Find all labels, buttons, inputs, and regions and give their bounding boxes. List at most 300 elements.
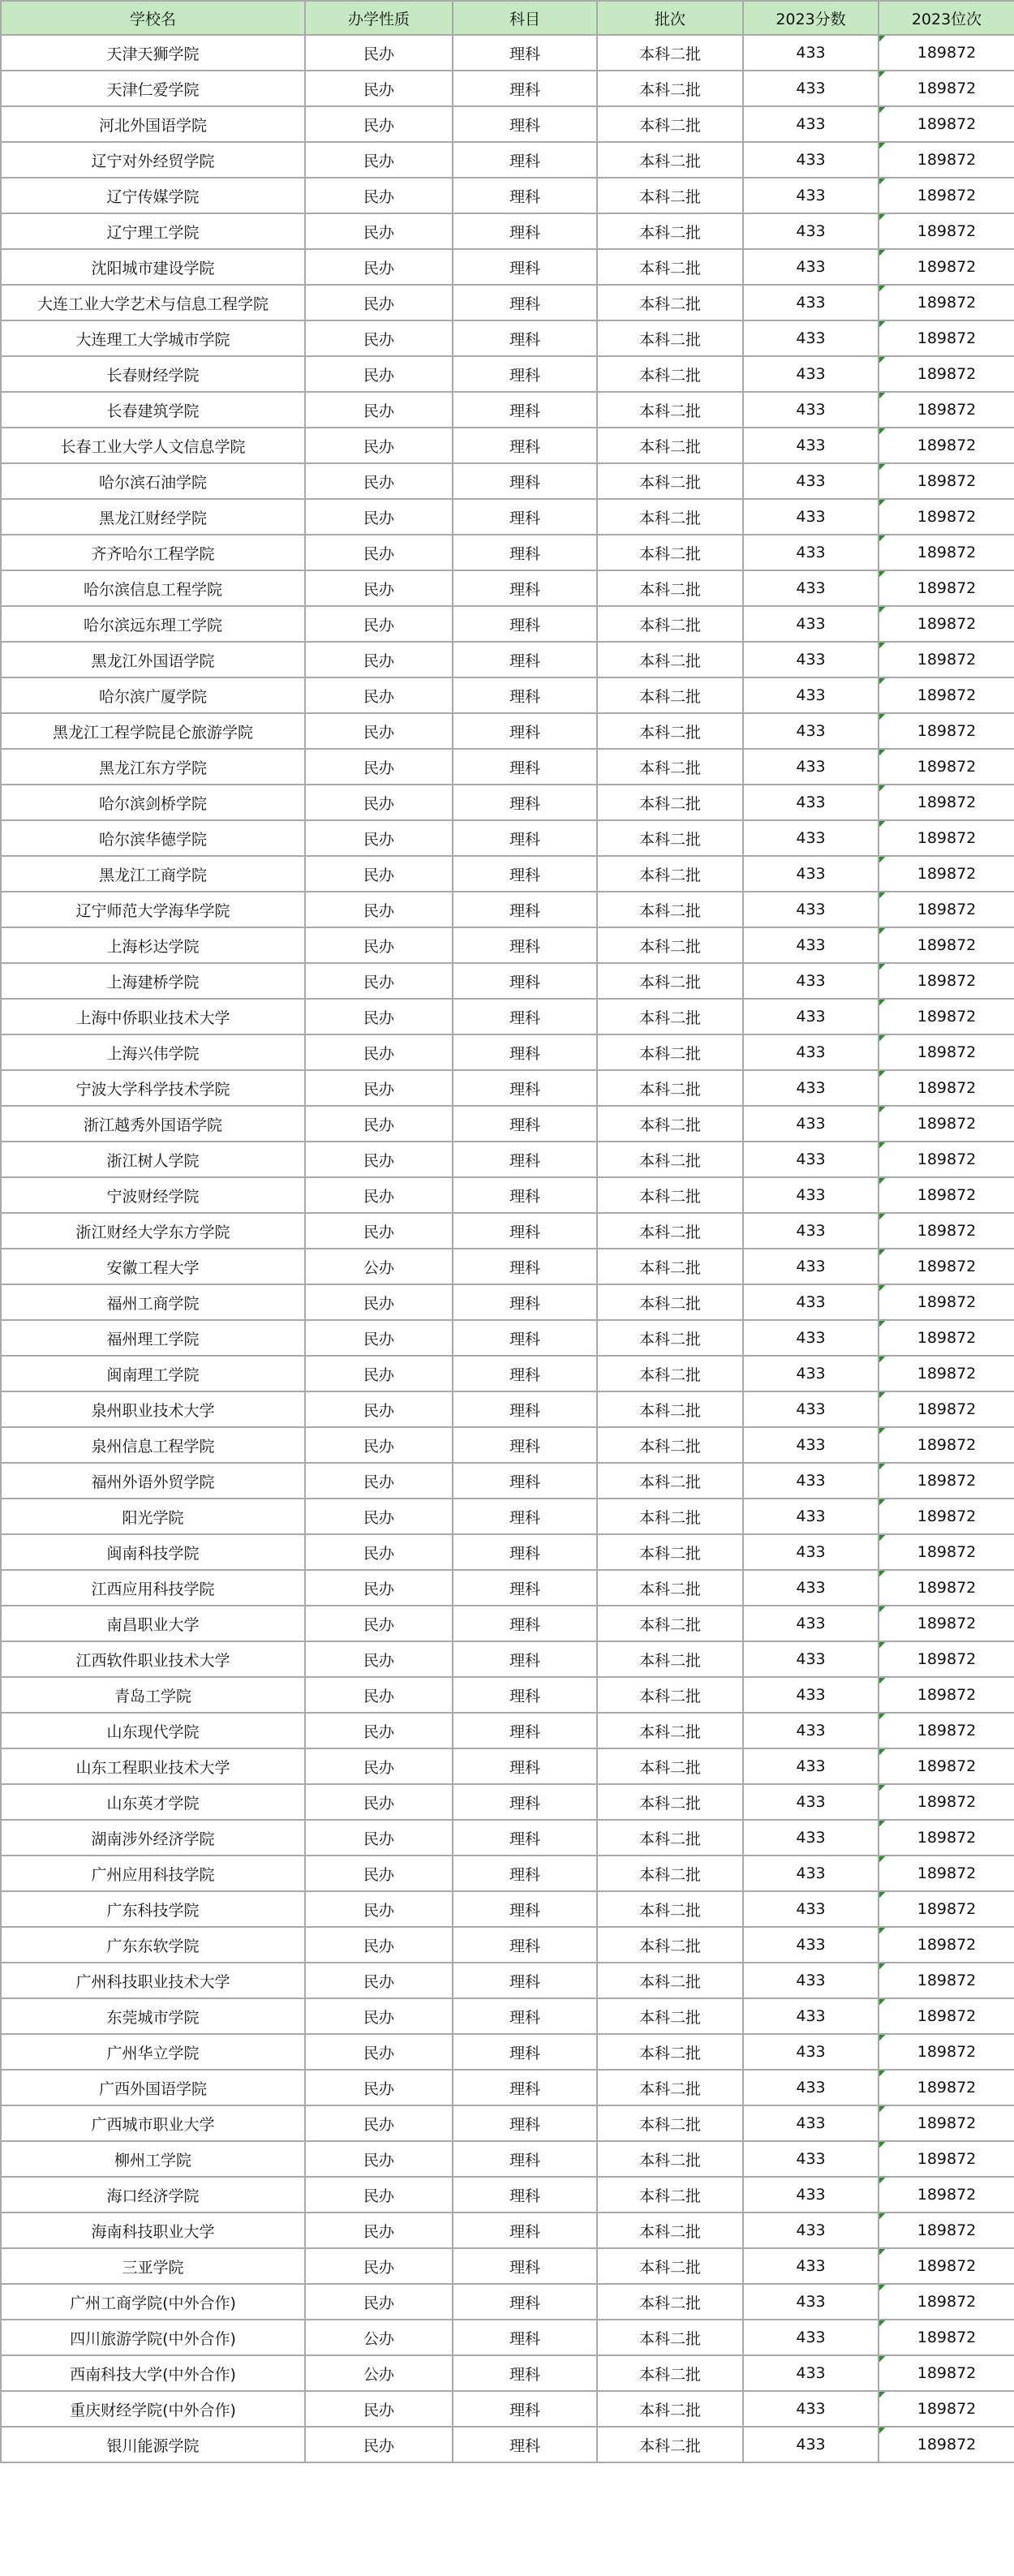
batch-cell: 本科二批 — [597, 1820, 743, 1856]
school-name-cell: 柳州工学院 — [1, 2141, 305, 2177]
score-cell: 433 — [743, 1963, 879, 1998]
school-type-cell: 民办 — [305, 249, 453, 285]
subject-cell: 理科 — [453, 642, 597, 677]
rank-cell: 189872 — [879, 463, 1014, 499]
subject-cell: 理科 — [453, 106, 597, 142]
table-row — [1, 213, 1014, 249]
table-row — [1, 1748, 1014, 1784]
header-row — [1, 1, 1014, 35]
rank-cell: 189872 — [879, 856, 1014, 892]
table-body — [1, 35, 1014, 2462]
score-cell: 433 — [743, 749, 879, 785]
school-type-cell: 民办 — [305, 1499, 453, 1534]
school-type-cell: 民办 — [305, 1820, 453, 1856]
school-type-cell: 民办 — [305, 285, 453, 320]
school-name-cell: 黑龙江财经学院 — [1, 499, 305, 535]
school-name-cell: 黑龙江外国语学院 — [1, 642, 305, 677]
batch-cell: 本科二批 — [597, 106, 743, 142]
subject-cell: 理科 — [453, 213, 597, 249]
school-type-cell: 民办 — [305, 320, 453, 356]
subject-cell: 理科 — [453, 1320, 597, 1356]
subject-cell: 理科 — [453, 892, 597, 927]
batch-cell: 本科二批 — [597, 820, 743, 856]
subject-cell: 理科 — [453, 570, 597, 606]
rank-cell: 189872 — [879, 1963, 1014, 1998]
table-row — [1, 2070, 1014, 2105]
school-name-cell: 福州工商学院 — [1, 1284, 305, 1320]
table-row — [1, 1213, 1014, 1249]
table-row — [1, 2141, 1014, 2177]
score-cell: 433 — [743, 2320, 879, 2355]
subject-cell: 理科 — [453, 1499, 597, 1534]
school-type-cell: 民办 — [305, 2248, 453, 2284]
batch-cell: 本科二批 — [597, 35, 743, 71]
school-name-cell: 长春建筑学院 — [1, 392, 305, 428]
subject-cell: 理科 — [453, 2034, 597, 2070]
batch-cell: 本科二批 — [597, 606, 743, 642]
school-name-cell: 闽南理工学院 — [1, 1356, 305, 1391]
score-cell: 433 — [743, 2141, 879, 2177]
table-row — [1, 1856, 1014, 1891]
rank-cell: 189872 — [879, 1284, 1014, 1320]
school-type-cell: 民办 — [305, 749, 453, 785]
score-cell: 433 — [743, 1856, 879, 1891]
batch-cell: 本科二批 — [597, 1748, 743, 1784]
rank-cell: 189872 — [879, 535, 1014, 570]
school-name-cell: 重庆财经学院(中外合作) — [1, 2391, 305, 2427]
rank-cell: 189872 — [879, 1213, 1014, 1249]
subject-cell: 理科 — [453, 606, 597, 642]
batch-cell: 本科二批 — [597, 1034, 743, 1070]
score-cell: 433 — [743, 856, 879, 892]
rank-cell: 189872 — [879, 1249, 1014, 1284]
school-type-cell: 民办 — [305, 499, 453, 535]
table-row — [1, 2355, 1014, 2391]
batch-cell: 本科二批 — [597, 1177, 743, 1213]
batch-cell: 本科二批 — [597, 642, 743, 677]
rank-cell: 189872 — [879, 1034, 1014, 1070]
subject-cell: 理科 — [453, 178, 597, 213]
batch-cell: 本科二批 — [597, 2141, 743, 2177]
table-row — [1, 570, 1014, 606]
school-type-cell: 民办 — [305, 1463, 453, 1499]
batch-cell: 本科二批 — [597, 1998, 743, 2034]
subject-cell: 理科 — [453, 1820, 597, 1856]
score-cell: 433 — [743, 285, 879, 320]
school-name-cell: 辽宁对外经贸学院 — [1, 142, 305, 178]
subject-cell: 理科 — [453, 1677, 597, 1713]
school-name-cell: 上海兴伟学院 — [1, 1034, 305, 1070]
table-row — [1, 463, 1014, 499]
school-name-cell: 浙江树人学院 — [1, 1142, 305, 1177]
batch-cell: 本科二批 — [597, 2034, 743, 2070]
table-row — [1, 285, 1014, 320]
school-type-cell: 民办 — [305, 1748, 453, 1784]
school-name-cell: 辽宁传媒学院 — [1, 178, 305, 213]
rank-cell: 189872 — [879, 1499, 1014, 1534]
school-type-cell: 民办 — [305, 1927, 453, 1963]
table-row — [1, 1142, 1014, 1177]
header-subject: 科目 — [453, 1, 597, 35]
score-cell: 433 — [743, 1320, 879, 1356]
school-name-cell: 广州工商学院(中外合作) — [1, 2284, 305, 2320]
table-row — [1, 749, 1014, 785]
school-type-cell: 民办 — [305, 570, 453, 606]
school-type-cell: 民办 — [305, 2141, 453, 2177]
table-row — [1, 642, 1014, 677]
school-name-cell: 辽宁师范大学海华学院 — [1, 892, 305, 927]
batch-cell: 本科二批 — [597, 927, 743, 963]
rank-cell: 189872 — [879, 1070, 1014, 1106]
table-row — [1, 1177, 1014, 1213]
subject-cell: 理科 — [453, 2141, 597, 2177]
school-type-cell: 民办 — [305, 1320, 453, 1356]
batch-cell: 本科二批 — [597, 677, 743, 713]
batch-cell: 本科二批 — [597, 1784, 743, 1820]
school-name-cell: 辽宁理工学院 — [1, 213, 305, 249]
rank-cell: 189872 — [879, 570, 1014, 606]
subject-cell: 理科 — [453, 713, 597, 749]
rank-cell: 189872 — [879, 2427, 1014, 2462]
batch-cell: 本科二批 — [597, 1499, 743, 1534]
subject-cell: 理科 — [453, 677, 597, 713]
school-type-cell: 民办 — [305, 1534, 453, 1570]
score-cell: 433 — [743, 2284, 879, 2320]
table-row — [1, 2320, 1014, 2355]
rank-cell: 189872 — [879, 713, 1014, 749]
table-row — [1, 1713, 1014, 1748]
table-row — [1, 1998, 1014, 2034]
score-cell: 433 — [743, 2105, 879, 2141]
school-name-cell: 长春工业大学人文信息学院 — [1, 428, 305, 463]
rank-cell: 189872 — [879, 1891, 1014, 1927]
school-type-cell: 民办 — [305, 1570, 453, 1606]
subject-cell: 理科 — [453, 1142, 597, 1177]
score-cell: 433 — [743, 1820, 879, 1856]
score-cell: 433 — [743, 71, 879, 106]
rank-cell: 189872 — [879, 1463, 1014, 1499]
table-row — [1, 1820, 1014, 1856]
school-name-cell: 哈尔滨远东理工学院 — [1, 606, 305, 642]
batch-cell: 本科二批 — [597, 1213, 743, 1249]
subject-cell: 理科 — [453, 1641, 597, 1677]
rank-cell: 189872 — [879, 606, 1014, 642]
batch-cell: 本科二批 — [597, 2248, 743, 2284]
score-cell: 433 — [743, 1891, 879, 1927]
table-row — [1, 1391, 1014, 1427]
school-name-cell: 四川旅游学院(中外合作) — [1, 2320, 305, 2355]
rank-cell: 189872 — [879, 963, 1014, 999]
school-name-cell: 泉州职业技术大学 — [1, 1391, 305, 1427]
score-cell: 433 — [743, 2034, 879, 2070]
batch-cell: 本科二批 — [597, 963, 743, 999]
score-cell: 433 — [743, 35, 879, 71]
school-type-cell: 民办 — [305, 428, 453, 463]
subject-cell: 理科 — [453, 749, 597, 785]
rank-cell: 189872 — [879, 2034, 1014, 2070]
school-name-cell: 西南科技大学(中外合作) — [1, 2355, 305, 2391]
score-cell: 433 — [743, 570, 879, 606]
batch-cell: 本科二批 — [597, 535, 743, 570]
school-name-cell: 山东现代学院 — [1, 1713, 305, 1748]
batch-cell: 本科二批 — [597, 1320, 743, 1356]
score-cell: 433 — [743, 249, 879, 285]
score-cell: 433 — [743, 142, 879, 178]
rank-cell: 189872 — [879, 1784, 1014, 1820]
score-cell: 433 — [743, 1070, 879, 1106]
subject-cell: 理科 — [453, 2070, 597, 2105]
score-cell: 433 — [743, 927, 879, 963]
score-cell: 433 — [743, 1391, 879, 1427]
school-name-cell: 广东科技学院 — [1, 1891, 305, 1927]
rank-cell: 189872 — [879, 1391, 1014, 1427]
subject-cell: 理科 — [453, 999, 597, 1034]
score-cell: 433 — [743, 1284, 879, 1320]
batch-cell: 本科二批 — [597, 356, 743, 392]
rank-cell: 189872 — [879, 820, 1014, 856]
batch-cell: 本科二批 — [597, 1249, 743, 1284]
school-name-cell: 广州应用科技学院 — [1, 1856, 305, 1891]
subject-cell: 理科 — [453, 142, 597, 178]
subject-cell: 理科 — [453, 285, 597, 320]
rank-cell: 189872 — [879, 428, 1014, 463]
school-type-cell: 民办 — [305, 856, 453, 892]
table-row — [1, 892, 1014, 927]
school-name-cell: 广州科技职业技术大学 — [1, 1963, 305, 1998]
score-cell: 433 — [743, 2177, 879, 2213]
subject-cell: 理科 — [453, 927, 597, 963]
rank-cell: 189872 — [879, 35, 1014, 71]
batch-cell: 本科二批 — [597, 71, 743, 106]
table-row — [1, 677, 1014, 713]
school-type-cell: 民办 — [305, 1284, 453, 1320]
school-name-cell: 阳光学院 — [1, 1499, 305, 1534]
table-row — [1, 2034, 1014, 2070]
school-name-cell: 南昌职业大学 — [1, 1606, 305, 1641]
batch-cell: 本科二批 — [597, 713, 743, 749]
school-name-cell: 江西软件职业技术大学 — [1, 1641, 305, 1677]
subject-cell: 理科 — [453, 1963, 597, 1998]
school-type-cell: 民办 — [305, 1427, 453, 1463]
batch-cell: 本科二批 — [597, 1463, 743, 1499]
score-cell: 433 — [743, 820, 879, 856]
school-type-cell: 民办 — [305, 2177, 453, 2213]
school-type-cell: 公办 — [305, 2320, 453, 2355]
batch-cell: 本科二批 — [597, 1570, 743, 1606]
score-cell: 433 — [743, 1570, 879, 1606]
table-row — [1, 2177, 1014, 2213]
school-type-cell: 民办 — [305, 1391, 453, 1427]
score-cell: 433 — [743, 1748, 879, 1784]
batch-cell: 本科二批 — [597, 856, 743, 892]
rank-cell: 189872 — [879, 677, 1014, 713]
school-name-cell: 湖南涉外经济学院 — [1, 1820, 305, 1856]
subject-cell: 理科 — [453, 320, 597, 356]
table-row — [1, 535, 1014, 570]
table-row — [1, 2105, 1014, 2141]
table-row — [1, 2427, 1014, 2462]
school-type-cell: 民办 — [305, 1142, 453, 1177]
table-row — [1, 356, 1014, 392]
school-name-cell: 浙江越秀外国语学院 — [1, 1106, 305, 1142]
table-row — [1, 1927, 1014, 1963]
table-row — [1, 1891, 1014, 1927]
school-type-cell: 民办 — [305, 535, 453, 570]
batch-cell: 本科二批 — [597, 1427, 743, 1463]
table-row — [1, 249, 1014, 285]
school-name-cell: 广西城市职业大学 — [1, 2105, 305, 2141]
batch-cell: 本科二批 — [597, 428, 743, 463]
school-type-cell: 民办 — [305, 1998, 453, 2034]
score-cell: 433 — [743, 1713, 879, 1748]
table-row — [1, 1784, 1014, 1820]
subject-cell: 理科 — [453, 1249, 597, 1284]
table-row — [1, 71, 1014, 106]
school-type-cell: 民办 — [305, 713, 453, 749]
school-type-cell: 民办 — [305, 1713, 453, 1748]
rank-cell: 189872 — [879, 71, 1014, 106]
school-type-cell: 民办 — [305, 1677, 453, 1713]
batch-cell: 本科二批 — [597, 2284, 743, 2320]
batch-cell: 本科二批 — [597, 2391, 743, 2427]
school-name-cell: 广西外国语学院 — [1, 2070, 305, 2105]
score-cell: 433 — [743, 106, 879, 142]
header-school-name: 学校名 — [1, 1, 305, 35]
school-type-cell: 民办 — [305, 1213, 453, 1249]
school-type-cell: 民办 — [305, 2213, 453, 2248]
school-name-cell: 河北外国语学院 — [1, 106, 305, 142]
table-row — [1, 2248, 1014, 2284]
score-cell: 433 — [743, 999, 879, 1034]
school-name-cell: 天津仁爱学院 — [1, 71, 305, 106]
batch-cell: 本科二批 — [597, 249, 743, 285]
batch-cell: 本科二批 — [597, 1641, 743, 1677]
score-cell: 433 — [743, 677, 879, 713]
school-type-cell: 民办 — [305, 1034, 453, 1070]
rank-cell: 189872 — [879, 142, 1014, 178]
score-cell: 433 — [743, 1463, 879, 1499]
table-row — [1, 713, 1014, 749]
subject-cell: 理科 — [453, 1034, 597, 1070]
rank-cell: 189872 — [879, 1427, 1014, 1463]
school-type-cell: 民办 — [305, 35, 453, 71]
school-name-cell: 山东工程职业技术大学 — [1, 1748, 305, 1784]
score-cell: 433 — [743, 642, 879, 677]
rank-cell: 189872 — [879, 213, 1014, 249]
subject-cell: 理科 — [453, 1713, 597, 1748]
rank-cell: 189872 — [879, 2355, 1014, 2391]
score-cell: 433 — [743, 785, 879, 820]
school-type-cell: 民办 — [305, 1641, 453, 1677]
school-type-cell: 民办 — [305, 392, 453, 428]
score-cell: 433 — [743, 463, 879, 499]
batch-cell: 本科二批 — [597, 1891, 743, 1927]
header-score-2023: 2023分数 — [743, 1, 879, 35]
school-name-cell: 大连工业大学艺术与信息工程学院 — [1, 285, 305, 320]
batch-cell: 本科二批 — [597, 320, 743, 356]
subject-cell: 理科 — [453, 499, 597, 535]
table-row — [1, 606, 1014, 642]
subject-cell: 理科 — [453, 1463, 597, 1499]
subject-cell: 理科 — [453, 1284, 597, 1320]
school-type-cell: 民办 — [305, 677, 453, 713]
subject-cell: 理科 — [453, 1534, 597, 1570]
score-cell: 433 — [743, 1677, 879, 1713]
batch-cell: 本科二批 — [597, 1284, 743, 1320]
score-cell: 433 — [743, 1034, 879, 1070]
school-type-cell: 民办 — [305, 963, 453, 999]
batch-cell: 本科二批 — [597, 2427, 743, 2462]
school-name-cell: 福州外语外贸学院 — [1, 1463, 305, 1499]
school-type-cell: 民办 — [305, 606, 453, 642]
subject-cell: 理科 — [453, 392, 597, 428]
rank-cell: 189872 — [879, 2391, 1014, 2427]
batch-cell: 本科二批 — [597, 1677, 743, 1713]
school-name-cell: 东莞城市学院 — [1, 1998, 305, 2034]
school-name-cell: 大连理工大学城市学院 — [1, 320, 305, 356]
score-cell: 433 — [743, 499, 879, 535]
rank-cell: 189872 — [879, 356, 1014, 392]
score-cell: 433 — [743, 178, 879, 213]
table-row — [1, 2213, 1014, 2248]
subject-cell: 理科 — [453, 2284, 597, 2320]
school-type-cell: 民办 — [305, 1177, 453, 1213]
rank-cell: 189872 — [879, 927, 1014, 963]
score-cell: 433 — [743, 1499, 879, 1534]
score-cell: 433 — [743, 320, 879, 356]
rank-cell: 189872 — [879, 1677, 1014, 1713]
table-row — [1, 106, 1014, 142]
rank-cell: 189872 — [879, 1748, 1014, 1784]
score-cell: 433 — [743, 535, 879, 570]
batch-cell: 本科二批 — [597, 1856, 743, 1891]
school-name-cell: 哈尔滨石油学院 — [1, 463, 305, 499]
subject-cell: 理科 — [453, 1106, 597, 1142]
subject-cell: 理科 — [453, 1891, 597, 1927]
subject-cell: 理科 — [453, 1213, 597, 1249]
school-name-cell: 黑龙江工程学院昆仑旅游学院 — [1, 713, 305, 749]
school-type-cell: 民办 — [305, 927, 453, 963]
rank-cell: 189872 — [879, 1820, 1014, 1856]
table-row — [1, 1534, 1014, 1570]
school-type-cell: 民办 — [305, 1356, 453, 1391]
subject-cell: 理科 — [453, 2248, 597, 2284]
rank-cell: 189872 — [879, 249, 1014, 285]
rank-cell: 189872 — [879, 392, 1014, 428]
batch-cell: 本科二批 — [597, 2070, 743, 2105]
school-type-cell: 民办 — [305, 892, 453, 927]
rank-cell: 189872 — [879, 2320, 1014, 2355]
score-cell: 433 — [743, 356, 879, 392]
school-name-cell: 福州理工学院 — [1, 1320, 305, 1356]
school-name-cell: 闽南科技学院 — [1, 1534, 305, 1570]
table-row — [1, 1499, 1014, 1534]
batch-cell: 本科二批 — [597, 285, 743, 320]
rank-cell: 189872 — [879, 642, 1014, 677]
header-school-type: 办学性质 — [305, 1, 453, 35]
batch-cell: 本科二批 — [597, 1106, 743, 1142]
score-cell: 433 — [743, 1606, 879, 1641]
batch-cell: 本科二批 — [597, 999, 743, 1034]
subject-cell: 理科 — [453, 1927, 597, 1963]
subject-cell: 理科 — [453, 856, 597, 892]
subject-cell: 理科 — [453, 1748, 597, 1784]
table-row — [1, 1570, 1014, 1606]
subject-cell: 理科 — [453, 2427, 597, 2462]
school-type-cell: 民办 — [305, 1106, 453, 1142]
school-type-cell: 民办 — [305, 642, 453, 677]
rank-cell: 189872 — [879, 892, 1014, 927]
